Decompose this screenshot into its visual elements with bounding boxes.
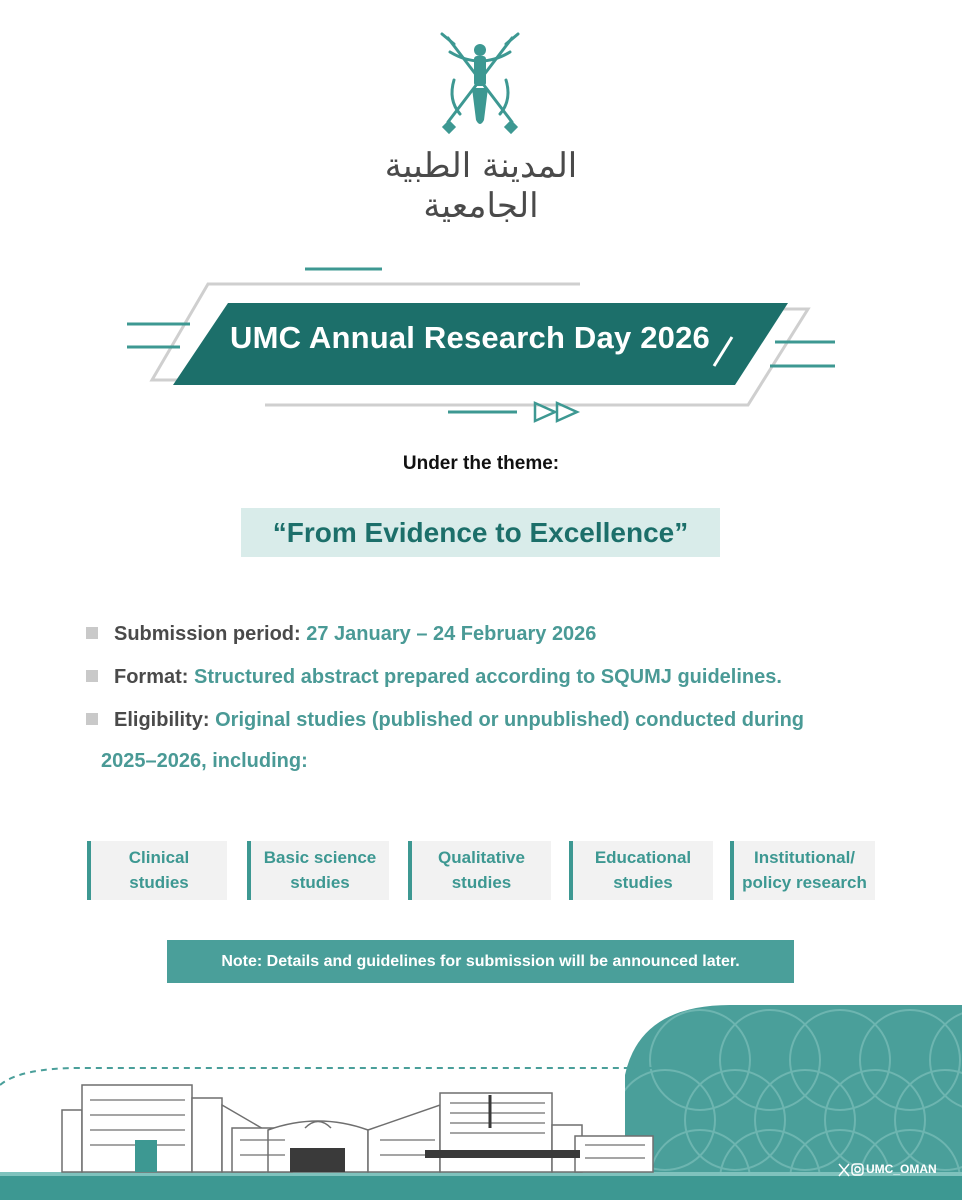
social-handle: UMC_OMAN xyxy=(866,1162,937,1176)
submission-period-item xyxy=(86,623,596,646)
eligibility-value: Original studies (published or unpublished) conducted during xyxy=(209,709,805,731)
category-line: Qualitative xyxy=(438,847,525,867)
eligibility-label: Eligibility: xyxy=(114,709,210,731)
theme-text: “From Evidence to Excellence” xyxy=(272,516,689,548)
category-line: Institutional/ xyxy=(753,847,856,867)
category-line: studies xyxy=(290,872,350,892)
note-text: Note: Details and guidelines for submission will be announced later. xyxy=(221,952,740,970)
footer-buildings-illustration xyxy=(0,1000,962,1200)
theme-label: Under the theme: xyxy=(402,453,560,474)
category-basic-science xyxy=(247,841,389,900)
category-educational xyxy=(569,841,713,900)
submission-value: 27 January – 24 February 2026 xyxy=(300,623,597,645)
oman-emblem-icon xyxy=(420,30,540,140)
submission-label: Submission period: xyxy=(114,623,301,645)
format-label: Format: xyxy=(114,666,189,688)
eligibility-item xyxy=(86,709,804,732)
category-institutional xyxy=(730,841,875,900)
note-banner xyxy=(167,940,794,983)
institution-name-arabic: المدينة الطبية الجامعية xyxy=(384,146,578,226)
category-line: studies xyxy=(451,872,512,892)
bullet-square-icon xyxy=(86,670,98,682)
category-line: Basic science xyxy=(263,847,377,867)
category-line: policy research xyxy=(742,872,867,892)
category-line: studies xyxy=(129,872,189,892)
format-value: Structured abstract prepared according to SQUMJ guidelines. xyxy=(188,666,782,688)
category-clinical xyxy=(87,841,227,900)
category-line: Educational xyxy=(594,847,692,867)
eligibility-continuation: 2025–2026, including: xyxy=(101,750,308,772)
bullet-square-icon xyxy=(86,627,98,639)
category-line: Clinical xyxy=(128,847,190,867)
event-title: UMC Annual Research Day 2026 xyxy=(230,320,710,355)
theme-box xyxy=(241,508,720,557)
category-line: studies xyxy=(613,872,673,892)
category-qualitative xyxy=(408,841,551,900)
bullet-square-icon xyxy=(86,713,98,725)
format-item xyxy=(86,666,782,689)
